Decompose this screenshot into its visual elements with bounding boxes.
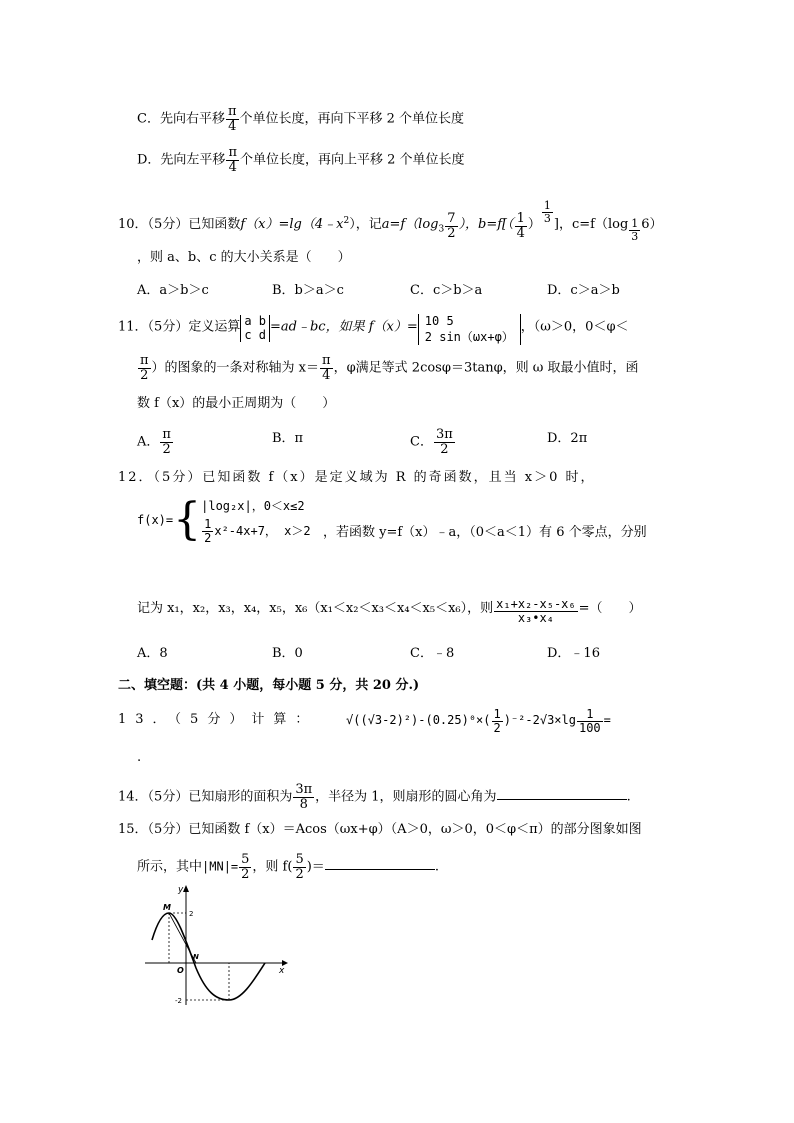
q9-option-c-text-2: 个单位长度，再向下平移 2 个单位长度 xyxy=(239,111,465,127)
fraction-numerator: 3π xyxy=(435,427,453,442)
q14-stem xyxy=(118,783,631,813)
fraction-denominator: 2 xyxy=(440,442,449,458)
q12-text: 记为 x₁，x₂，x₃，x₄，x₅，x₆（x₁＜x₂＜x₃＜x₄＜x₅＜x₆），则 xyxy=(137,601,494,617)
q10-text: ]，c=f（log xyxy=(553,217,629,233)
q10-stem-2: ，则 a、b、c 的大小关系是（ ） xyxy=(137,250,351,265)
q10-text: 6） xyxy=(641,217,663,233)
answer-blank[interactable] xyxy=(497,799,627,800)
fraction-numerator: π xyxy=(140,353,149,368)
fraction xyxy=(226,105,239,135)
fraction-numerator: 1 xyxy=(577,708,603,722)
determinant xyxy=(418,314,521,345)
piecewise-case: |log₂x|，0＜x≤2 xyxy=(201,499,305,513)
y-tick-negative: -2 xyxy=(175,997,182,1005)
fraction xyxy=(239,853,251,883)
fraction-denominator: 2 xyxy=(162,442,171,458)
fraction-denominator: x₃•x₄ xyxy=(517,611,554,626)
q13-stem: 13．（5分）计算： xyxy=(118,712,318,727)
expression-part: √((√3-2)²)-(0.25)⁰×( xyxy=(346,713,491,728)
q12-stem-3 xyxy=(137,598,642,625)
q11-stem-2 xyxy=(137,354,639,384)
fraction-denominator: 4 xyxy=(228,119,237,135)
piecewise-cases xyxy=(201,496,310,545)
answer-blank[interactable] xyxy=(325,869,435,870)
fraction-numerator: 5 xyxy=(241,852,250,867)
fraction xyxy=(138,354,151,384)
fraction-denominator: 2 xyxy=(447,226,456,242)
fraction xyxy=(293,853,305,883)
origin-label: O xyxy=(177,966,184,975)
fraction-denominator: 2 xyxy=(204,530,212,545)
point-m-label: M xyxy=(163,903,171,912)
fraction-numerator: π xyxy=(162,427,171,442)
q10-option-d: D．c＞a＞b xyxy=(547,283,620,298)
q11-option-c xyxy=(410,428,456,458)
q11-text: ，（ω＞0，0＜φ＜ xyxy=(520,319,629,335)
fraction xyxy=(202,518,213,545)
fraction-denominator: 2 xyxy=(241,867,250,883)
q13-end: . xyxy=(137,750,142,765)
q10-text: ），记 xyxy=(349,217,382,233)
fraction-denominator: 2 xyxy=(493,721,501,736)
q10-text: lg（4﹣x xyxy=(289,217,344,233)
q15-stem: 15．（5分）已知函数 f（x）＝Acos（ωx+φ）（A＞0，ω＞0，0＜φ＜π）的部分图象如图 xyxy=(118,822,642,837)
fraction xyxy=(629,218,640,243)
fraction xyxy=(445,212,457,242)
q11-option-a xyxy=(137,428,174,458)
section-title: 二、填空题：(共 4 小题，每小题 5 分，共 20 分.) xyxy=(118,678,420,693)
q10-option-a: A．a＞b＞c xyxy=(137,283,209,298)
q12-option-b: B．0 xyxy=(272,646,303,661)
q10-stem xyxy=(118,200,663,243)
matrix-row: 2 sin（ωx+φ） xyxy=(424,329,514,344)
fraction-denominator: 2 xyxy=(140,368,149,384)
q12-piecewise xyxy=(137,496,311,545)
q10-text: f（x）= xyxy=(240,217,290,233)
fraction-numerator: x₁+x₂-x₅-x₆ xyxy=(496,597,576,611)
fraction-denominator: 3 xyxy=(543,212,551,226)
fraction-numerator: π xyxy=(227,104,237,119)
mn-segment xyxy=(169,913,196,963)
q11-option-b: B．π xyxy=(272,431,304,446)
q11-text: ）的图象的一条对称轴为 x＝ xyxy=(151,360,320,376)
fraction-numerator: 1 xyxy=(631,217,639,230)
fraction xyxy=(293,783,314,813)
function-label: f(x)= xyxy=(137,513,174,528)
fraction-denominator: 100 xyxy=(578,721,601,736)
y-axis-label: y xyxy=(178,885,184,895)
left-brace: { xyxy=(173,494,202,546)
matrix-row: 10 5 xyxy=(424,314,454,328)
fraction-denominator: 3 xyxy=(631,230,639,244)
fraction xyxy=(434,428,455,458)
q14-text: ，半径为 1，则扇形的圆心角为 xyxy=(315,789,497,805)
fraction-denominator: 4 xyxy=(322,368,331,384)
y-tick-positive: 2 xyxy=(189,910,194,918)
q15-text: . xyxy=(434,859,439,875)
fraction-numerator: 1 xyxy=(543,199,551,212)
q10-text: ） xyxy=(527,217,541,233)
q10-text: 2 xyxy=(343,215,350,226)
q11-text: 11．（5分）定义运算 xyxy=(118,319,241,335)
fraction xyxy=(160,428,173,458)
q11-text: ，φ满足等式 2cosφ＝3tanφ，则 ω 取最小值时，函 xyxy=(333,360,639,376)
matrix-row: a b xyxy=(244,313,267,328)
x-axis-label: x xyxy=(279,966,285,976)
q9-option-d-text: D．先向左平移 xyxy=(137,152,226,168)
q13-expression xyxy=(346,708,611,735)
q15-text: |MN|= xyxy=(202,859,239,874)
fraction-numerator: 3π xyxy=(295,782,313,797)
piecewise-case xyxy=(201,518,310,545)
fraction xyxy=(577,708,603,735)
fraction-numerator: π xyxy=(228,145,237,160)
fraction xyxy=(494,598,577,625)
q10-option-c: C．c＞b＞a xyxy=(410,283,483,298)
fraction-denominator: 4 xyxy=(228,160,237,176)
q12-option-a: A．8 xyxy=(137,646,168,661)
determinant xyxy=(240,315,270,343)
fraction xyxy=(515,212,527,242)
matrix-row: c d xyxy=(244,327,267,342)
fraction-numerator: 1 xyxy=(516,210,525,226)
fraction-numerator: π xyxy=(322,353,331,368)
q10-text: 3 xyxy=(438,224,445,235)
q10-text: ），b=f[（ xyxy=(458,217,514,233)
expression-part: )⁻²-2√3×lg xyxy=(503,713,576,728)
fraction-denominator: 8 xyxy=(299,797,308,813)
fraction-numerator: 1 xyxy=(493,707,501,721)
q14-text: 14．（5分）已知扇形的面积为 xyxy=(118,789,293,805)
q15-text: 所示，其中 xyxy=(137,859,203,875)
fraction-numerator: 7 xyxy=(447,210,456,226)
fraction xyxy=(542,200,553,225)
y-axis-arrow xyxy=(183,885,189,892)
q15-stem-2 xyxy=(137,853,439,883)
point-n-label: N xyxy=(193,953,199,961)
q12-stem: 12．（5分）已知函数 f（x）是定义域为 R 的奇函数，且当 x＞0 时， xyxy=(118,470,596,485)
q9-option-c xyxy=(137,105,464,135)
q9-option-c-text: C．先向右平移 xyxy=(137,111,225,127)
q14-text: . xyxy=(626,789,631,805)
q12-option-d: D．﹣16 xyxy=(547,646,600,661)
q11-stem xyxy=(118,314,629,345)
q10-text: 10．（5分）已知函数 xyxy=(118,217,241,233)
fraction-numerator: 5 xyxy=(295,852,304,867)
q15-text: )＝ xyxy=(306,859,325,875)
q12-text: =（ ） xyxy=(578,601,642,617)
q12-stem-2: ，若函数 y=f（x）﹣a，（0＜a＜1）有 6 个零点，分别 xyxy=(323,525,647,540)
q9-option-d-text-2: 个单位长度，再向上平移 2 个单位长度 xyxy=(239,152,465,168)
q11-option-d: D．2π xyxy=(547,431,588,446)
piecewise-case-text: x²-4x+7， x＞2 xyxy=(214,523,311,538)
fraction xyxy=(226,146,239,176)
q12-option-c: C．﹣8 xyxy=(410,646,455,661)
fraction xyxy=(320,354,333,384)
fraction-denominator: 4 xyxy=(516,226,525,242)
q10-text: a=f（log xyxy=(381,217,439,233)
option-label: C． xyxy=(410,434,433,450)
q11-stem-3: 数 f（x）的最小正周期为（ ） xyxy=(137,396,336,411)
q10-option-b: B．b＞a＞c xyxy=(272,283,344,298)
fraction xyxy=(492,708,503,735)
fraction-denominator: 2 xyxy=(295,867,304,883)
fraction-numerator: 1 xyxy=(204,516,212,531)
cosine-graph xyxy=(140,880,290,1010)
option-label: A． xyxy=(137,434,160,450)
q15-text: ，则 f( xyxy=(252,859,293,875)
q11-text: =ad﹣bc，如果 f（x）= xyxy=(270,319,418,335)
equals-sign: = xyxy=(603,713,611,728)
q9-option-d xyxy=(137,146,465,176)
